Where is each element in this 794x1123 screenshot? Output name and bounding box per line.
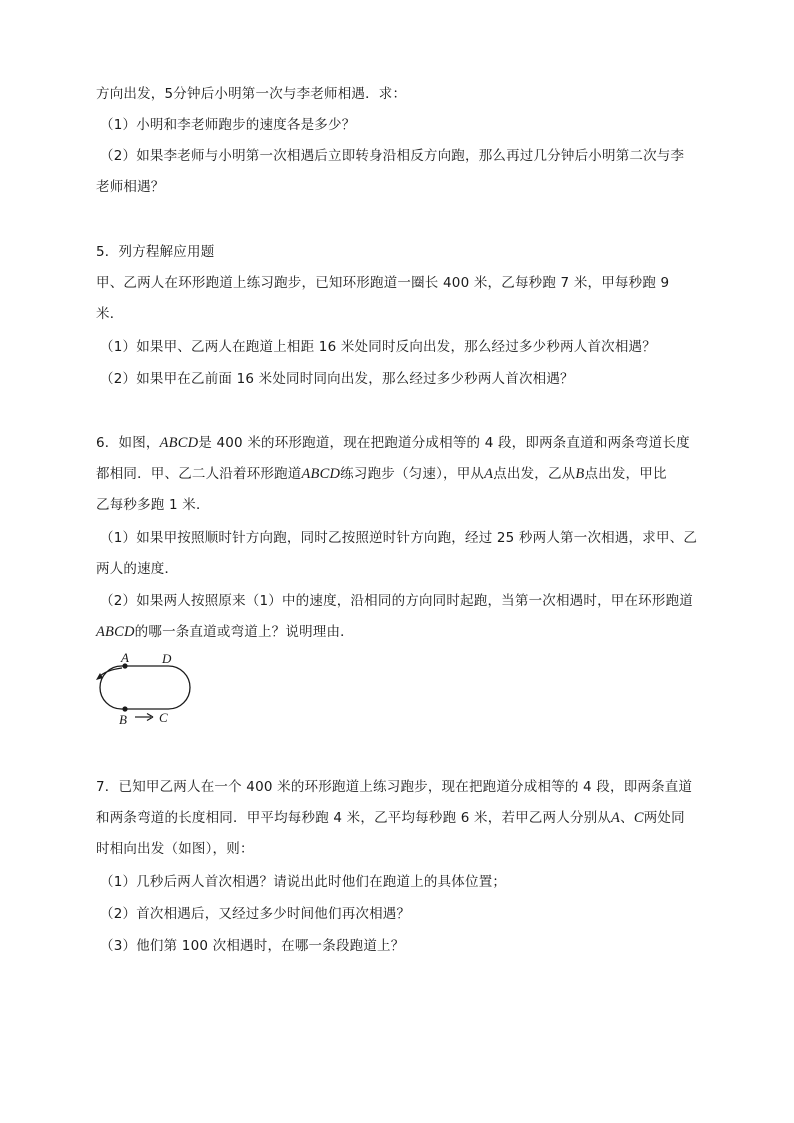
var-abcd: ABCD xyxy=(159,435,199,451)
problem6-line2-text4: 点出发，甲比 xyxy=(584,466,667,482)
var-abcd: ABCD xyxy=(301,466,341,482)
problem7-line2-text: 和两条弯道的长度相同．甲平均每秒跑 4 米，乙平均每秒跑 6 米，若甲乙两人分别从 xyxy=(96,810,612,826)
var-b: B xyxy=(575,466,585,482)
problem7-line1: 7．已知甲乙两人在一个 400 米的环形跑道上练习跑步，现在把跑道分成相等的 4 段，即两条直道 xyxy=(96,779,693,795)
label-c: C xyxy=(159,710,168,725)
problem5-question2: （2）如果甲在乙前面 16 米处同时同向出发，那么经过多少秒两人首次相遇？ xyxy=(100,371,574,387)
problem5-body-line2: 米． xyxy=(96,306,124,322)
problem7-question2: （2）首次相遇后，又经过多少时间他们再次相遇？ xyxy=(100,906,411,922)
problem5-heading: 5．列方程解应用题 xyxy=(96,244,215,260)
problem7-question3: （3）他们第 100 次相遇时，在哪一条段跑道上？ xyxy=(100,938,405,954)
problem6-question2-line2 xyxy=(96,622,354,642)
problem4-question2-line1: （2）如果李老师与小明第一次相遇后立即转身沿相反方向跑，那么再过几分钟后小明第二次与李 xyxy=(100,148,685,164)
label-d: D xyxy=(162,651,172,666)
var-a: A xyxy=(484,466,494,482)
problem5-body-line1: 甲、乙两人在环形跑道上练习跑步，已知环形跑道一圈长 400 米，乙每秒跑 7 米，甲每秒跑 9 xyxy=(96,275,670,291)
arrow-right-icon xyxy=(135,714,153,721)
problem5-question1: （1）如果甲、乙两人在跑道上相距 16 米处同时反向出发，那么经过多少秒两人首次相遇？ xyxy=(100,339,656,355)
var-abcd: ABCD xyxy=(96,624,135,640)
separator: 、 xyxy=(620,810,634,826)
var-c: C xyxy=(633,810,644,826)
problem6-number: 6．如图， xyxy=(96,435,160,451)
var-a: A xyxy=(611,810,621,826)
problem6-question1-line1: （1）如果甲按照顺时针方向跑，同时乙按照逆时针方向跑，经过 25 秒两人第一次相遇，求甲、乙 xyxy=(100,530,698,546)
problem7-line3: 时相向出发（如图），则： xyxy=(96,841,254,857)
problem6-line2 xyxy=(96,464,667,484)
problem4-question2-line2: 老师相遇？ xyxy=(96,179,165,195)
oval-track xyxy=(100,666,190,709)
problem4-intro: 方向出发，5分钟后小明第一次与李老师相遇．求： xyxy=(96,86,407,102)
problem6-line3: 乙每秒多跑 1 米． xyxy=(96,497,210,513)
point-b-dot xyxy=(122,706,127,711)
problem7-line2-text2: 两处同 xyxy=(643,810,685,826)
label-a: A xyxy=(121,650,129,665)
problem7-line2 xyxy=(96,808,685,828)
problem6-line2-text2: 练习跑步（匀速），甲从 xyxy=(340,466,485,482)
problem6-line2-text3: 点出发，乙从 xyxy=(493,466,576,482)
problem6-question2-line1: （2）如果两人按照原来（1）中的速度，沿相同的方向同时起跑，当第一次相遇时，甲在环形跑道 xyxy=(100,593,693,609)
problem7-question1: （1）几秒后两人首次相遇？请说出此时他们在跑道上的具体位置； xyxy=(100,874,507,890)
problem6-line2-text: 都相同．甲、乙二人沿着环形跑道 xyxy=(96,466,302,482)
problem6-line1-text: 是 400 米的环形跑道，现在把跑道分成相等的 4 段，即两条直道和两条弯道长度 xyxy=(198,435,690,451)
track-figure xyxy=(92,650,202,730)
problem4-question1: （1）小明和李老师跑步的速度各是多少？ xyxy=(100,117,356,133)
label-b: B xyxy=(119,712,127,727)
problem6-question1-line2: 两人的速度． xyxy=(96,561,179,577)
problem6-line1 xyxy=(96,433,690,453)
problem6-question2-text: 的哪一条直道或弯道上？说明理由． xyxy=(134,624,354,640)
